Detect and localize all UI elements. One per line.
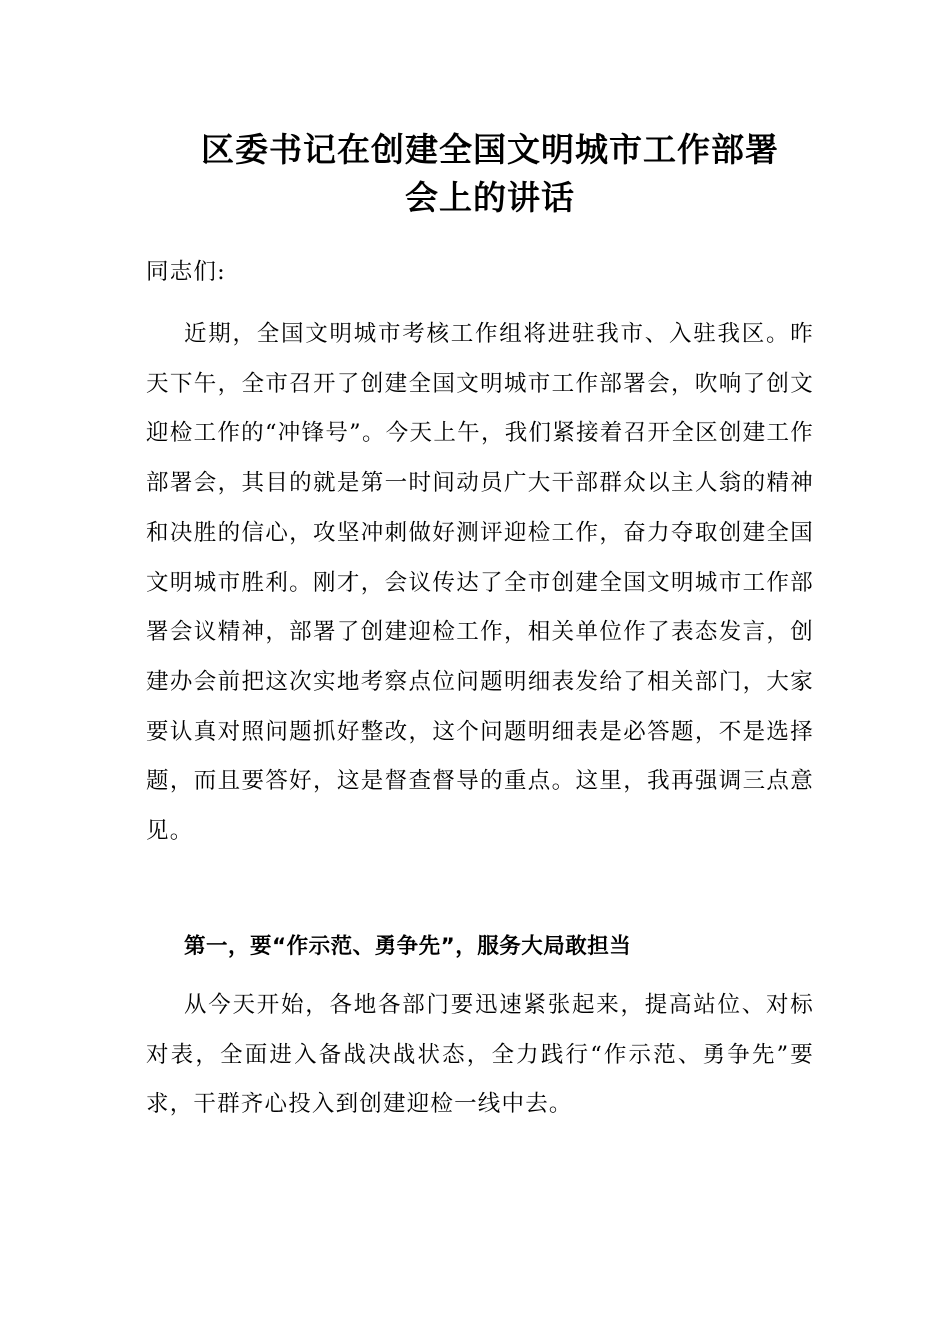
title-line-2: 会上的讲话 <box>405 178 575 217</box>
paragraph-2: 从今天开始，各地各部门要迅速紧张起来，提高站位、对标对表，全面进入备战决战状态，全力践行“作示范、勇争先”要求，干群齐心投入到创建迎检一线中去。 <box>146 992 814 1118</box>
salutation: 同志们: <box>146 259 226 285</box>
section-heading-1: 第一，要“作示范、勇争先”，服务大局敢担当 <box>184 934 632 959</box>
title-line-1: 区委书记在创建全国文明城市工作部署 <box>201 130 779 169</box>
document-title <box>0 126 950 222</box>
paragraph-1: 近期，全国文明城市考核工作组将进驻我市、入驻我区。昨天下午，全市召开了创建全国文明城市工作部署会，吹响了创文迎检工作的“冲锋号”。今天上午，我们紧接着召开全区创建工作部署会，其目的就是第一时间动员广大干部群众以主人翁的精神和决胜的信心，攻坚冲刺做好测评迎检工作，奋力夺取创建全国文明城市胜利。刚才，会议传达了全市创建全国文明城市工作部署会议精神，部署了创建迎检工作，相关单位作了表态发言，创建办会前把这次实地考察点位问题明细表发给了相关部门，大家要认真对照问题抓好整改，这个问题明细表是必答题，不是选择题，而且要答好，这是督查督导的重点。这里，我再强调三点意见。 <box>146 321 814 845</box>
